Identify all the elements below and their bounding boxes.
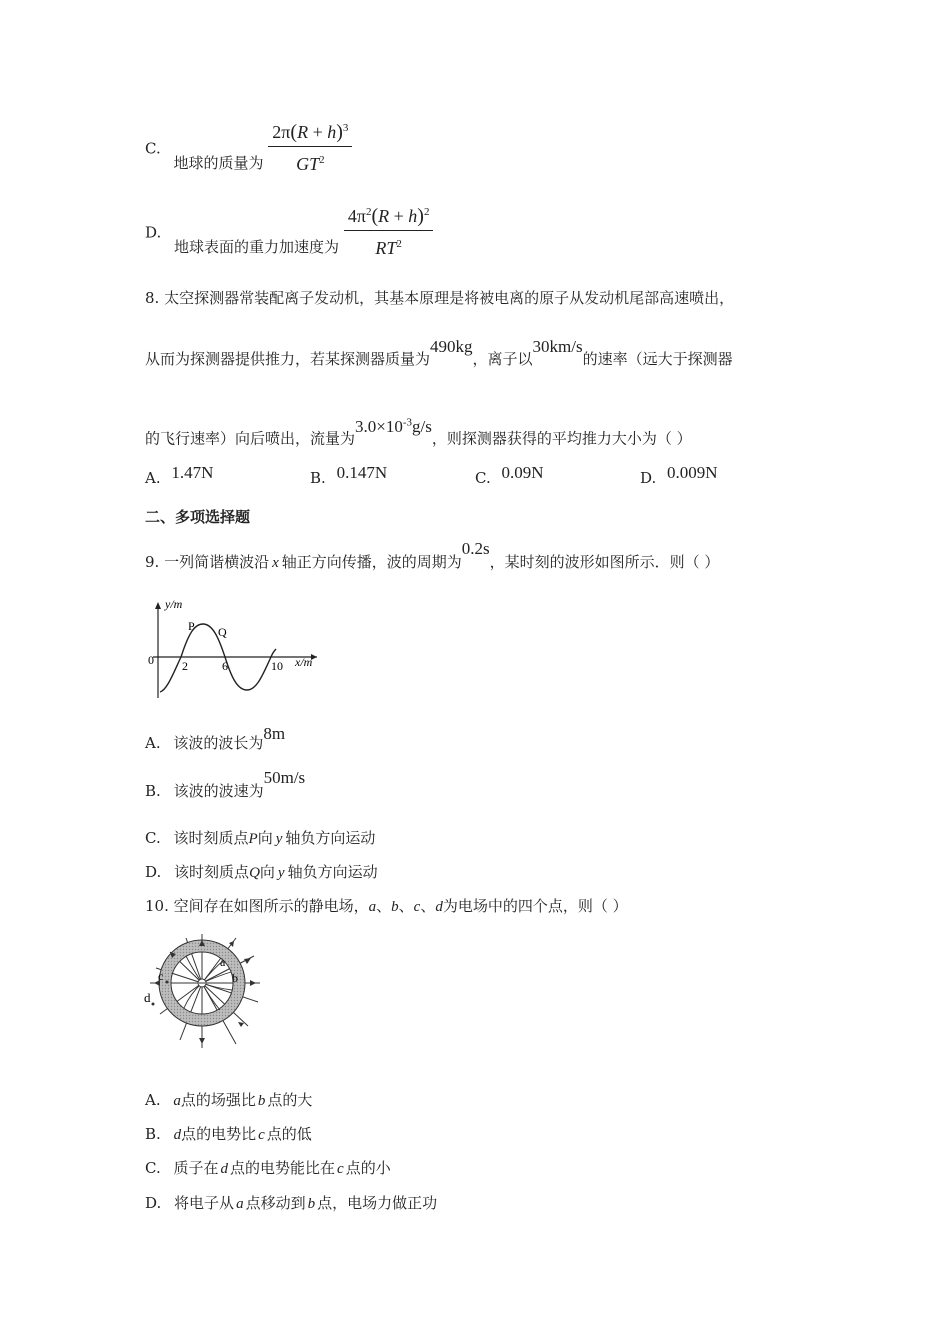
q8-line-2 — [145, 337, 733, 369]
var-q: Q — [249, 865, 260, 881]
flow-base: 3.0×10 — [355, 416, 403, 436]
option-value: 0.009N — [667, 463, 718, 482]
option-label: B. — [145, 782, 161, 800]
option-text: 点的低 — [266, 1125, 312, 1143]
var: c — [337, 1161, 344, 1177]
option-text: 点的小 — [345, 1159, 391, 1177]
option-text: 点，电场力做正功 — [317, 1194, 438, 1212]
origin-label: 0 — [148, 653, 154, 667]
q8-option-a — [145, 463, 214, 488]
text-segment: 10. 空间存在如图所示的静电场， — [145, 897, 369, 915]
option-text: 该时刻质点 — [174, 863, 250, 881]
formula-part: ( — [371, 205, 379, 227]
option-label: C. — [145, 1159, 161, 1177]
option-text: 该时刻质点 — [173, 829, 249, 847]
q8-option-c — [475, 463, 544, 488]
var-x: x — [272, 555, 279, 571]
separator: 、 — [376, 897, 392, 915]
section-heading: 二、多项选择题 — [145, 508, 251, 526]
option-text: 将电子从 — [174, 1194, 235, 1212]
speed-value: 30km/s — [532, 337, 583, 356]
var-c: c — [413, 899, 421, 915]
q7-option-c — [145, 120, 352, 176]
y-axis-arrow-icon — [155, 602, 161, 609]
point-c-dot — [166, 981, 169, 984]
option-label: D. — [640, 469, 657, 487]
option-label: C. — [145, 139, 161, 158]
text-segment: 9. 一列简谐横波沿 — [145, 553, 270, 571]
option-label: A. — [145, 1091, 161, 1109]
var: d — [220, 1161, 229, 1177]
option-text: 向 — [257, 829, 273, 847]
x-axis-label: x/m — [295, 655, 313, 669]
q8-line-1: 8. 太空探测器常装配离子发动机，其基本原理是将被电离的原子从发动机尾部高速喷出， — [145, 289, 735, 307]
wave-speed-value: 50m/s — [263, 768, 306, 787]
text-segment: 的飞行速率）向后喷出，流量为 — [145, 429, 356, 448]
var-y: y — [277, 865, 285, 881]
tick-label: 10 — [271, 659, 283, 673]
q9-option-a — [145, 724, 286, 753]
point-b-label: b — [232, 971, 238, 985]
option-text: 地球表面的重力加速度为 — [174, 237, 340, 256]
point-p-label: P — [188, 619, 195, 633]
formula-part: ) — [336, 121, 343, 143]
text-segment: 的速率（远大于探测器 — [582, 350, 733, 368]
option-label: C. — [475, 469, 491, 487]
option-label: D. — [145, 863, 162, 881]
point-d-dot — [152, 1003, 155, 1006]
text-segment: ，某时刻的波形如图所示．则（ ） — [489, 553, 720, 571]
var-p: P — [248, 831, 258, 847]
text-segment: 为电场中的四个点，则（ ） — [442, 897, 628, 915]
text-segment: 轴正方向传播，波的周期为 — [281, 553, 462, 571]
separator: 、 — [420, 897, 436, 915]
option-text: 轴负方向运动 — [285, 829, 376, 847]
formula-part: 2 — [423, 206, 430, 218]
option-text: 该波的波速为 — [173, 782, 264, 800]
q8-line-3 — [145, 416, 692, 449]
option-label: D. — [145, 223, 162, 242]
formula-part: + — [389, 206, 409, 226]
var: b — [307, 1196, 316, 1212]
formula-part: RT — [375, 238, 397, 258]
formula-part: R — [297, 122, 309, 142]
option-value: 0.09N — [501, 463, 544, 482]
var: b — [257, 1093, 266, 1109]
option-label: A. — [145, 469, 161, 487]
wave-graph — [145, 594, 325, 704]
formula-part: 2 — [396, 238, 402, 250]
flow-exponent: -3 — [402, 416, 413, 428]
formula-part: ) — [417, 205, 424, 227]
var-b: b — [391, 899, 399, 915]
q8-option-b — [310, 463, 388, 488]
formula-part: h — [408, 206, 418, 226]
option-value: 1.47N — [171, 463, 214, 482]
q9-option-b — [145, 768, 306, 801]
q9-option-d — [145, 862, 378, 883]
q10-option-c — [145, 1158, 391, 1179]
option-text: 点的电势能比在 — [230, 1159, 336, 1177]
option-text: 地球的质量为 — [173, 153, 264, 172]
formula-part: 2π — [272, 122, 291, 142]
var: a — [173, 1093, 181, 1109]
option-text: 点的场强比 — [180, 1091, 256, 1109]
q9-option-c — [145, 828, 375, 849]
option-text: 轴负方向运动 — [287, 863, 378, 881]
point-q-label: Q — [218, 625, 227, 639]
gravity-formula — [344, 200, 434, 259]
var: d — [173, 1127, 182, 1143]
y-axis-label: y/m — [165, 597, 183, 611]
option-text: 点的大 — [267, 1091, 313, 1109]
q9-stem — [145, 539, 720, 573]
option-text: 质子在 — [173, 1159, 219, 1177]
formula-part: 2 — [365, 206, 372, 218]
q10-option-b — [145, 1124, 312, 1145]
option-text: 向 — [259, 863, 275, 881]
formula-part: R — [378, 206, 390, 226]
option-label: B. — [310, 469, 326, 487]
point-a-label: a — [220, 955, 226, 969]
option-label: D. — [145, 1194, 162, 1212]
flow-value — [355, 417, 432, 436]
q10-option-a — [145, 1090, 312, 1111]
formula-part: ( — [290, 121, 298, 143]
period-value: 0.2s — [461, 539, 490, 558]
option-value: 0.147N — [336, 463, 388, 482]
point-d-label: d — [144, 990, 151, 1005]
separator: 、 — [398, 897, 414, 915]
q10-option-d — [145, 1193, 437, 1214]
option-text: 点的电势比 — [181, 1125, 257, 1143]
formula-part: h — [327, 122, 337, 142]
formula-part: GT — [296, 154, 320, 174]
tick-label: 6 — [222, 659, 228, 673]
text-segment: 从而为探测器提供推力，若某探测器质量为 — [145, 350, 431, 368]
var-y: y — [275, 831, 283, 847]
tick-label: 2 — [182, 659, 188, 673]
formula-part: + — [308, 122, 328, 142]
var: c — [258, 1127, 265, 1143]
formula-part: 4π — [347, 206, 366, 226]
mass-formula — [268, 116, 352, 175]
flow-unit: g/s — [412, 416, 432, 436]
wavelength-value: 8m — [263, 724, 286, 743]
q10-stem — [145, 896, 628, 917]
text-segment: ，离子以 — [472, 350, 533, 368]
var: a — [236, 1196, 244, 1212]
mass-value: 490kg — [430, 337, 473, 356]
formula-part: 3 — [342, 122, 349, 134]
formula-part: 2 — [319, 154, 325, 166]
var-a: a — [368, 899, 377, 915]
option-label: B. — [145, 1125, 161, 1143]
q8-option-d — [640, 463, 718, 488]
option-text: 点移动到 — [245, 1194, 306, 1212]
option-text: 该波的波长为 — [173, 734, 264, 752]
point-c-label: c — [158, 969, 164, 983]
option-label: A. — [145, 734, 161, 752]
option-label: C. — [145, 829, 161, 847]
electric-field-figure — [140, 930, 290, 1055]
text-segment: ，则探测器获得的平均推力大小为（ ） — [431, 429, 692, 448]
q7-option-d — [145, 204, 433, 260]
var-d: d — [435, 899, 443, 915]
